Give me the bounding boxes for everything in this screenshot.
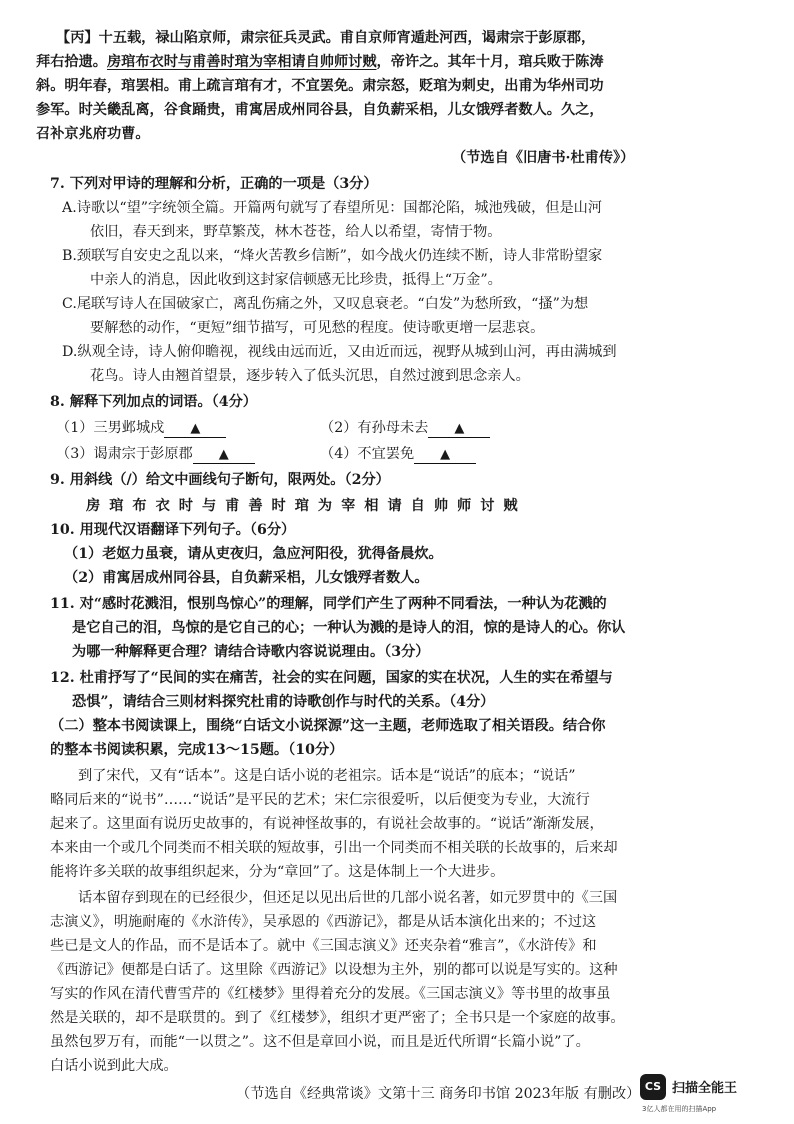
question-7-option-b: B.颈联写自安史之乱以来，“烽火苦教乡信断”，如今战火仍连续不断，诗人非常盼望家: [62, 248, 603, 264]
answer-blank-3[interactable]: ▲: [193, 447, 255, 464]
passage-bing-line-1: 【丙】十五载，禄山陷京师，肃宗征兵灵武。甫自京师宵遁赴河西，谒肃宗于彭原郡，: [56, 30, 596, 46]
question-7-option-c-cont: 要解愁的动作，“更短”细节描写，可见愁的程度。使诗歌更增一层悲哀。: [90, 320, 545, 336]
question-8-item-2-text: （2）有孙母未去: [320, 420, 429, 436]
essay-p2-line-4: 《西游记》便都是白话了。这里除《西游记》以设想为主外，别的都可以说是写实的。这种: [50, 962, 618, 978]
question-8-item-4: [320, 444, 476, 464]
section-2-intro-cont: 的整本书阅读积累，完成13～15题。（10分）: [50, 742, 344, 758]
question-7-option-a: A.诗歌以“望”字统领全篇。开篇两句就写了春望所见：国都沦陷，城池残破，但是山河: [62, 200, 603, 216]
question-8-item-4-text: （4）不宜罢免: [320, 446, 415, 462]
question-7-option-d-cont: 花鸟。诗人由翘首望景，逐步转入了低头沉思，自然过渡到思念亲人。: [90, 368, 530, 384]
essay-p2-line-7: 虽然包罗万有，而能“一以贯之”。这不但是章回小说，而且是近代所谓“长篇小说”了。: [50, 1034, 590, 1050]
question-11-line-1: 11. 对“感时花溅泪，恨别鸟惊心”的理解，同学们产生了两种不同看法，一种认为花溅的: [50, 596, 607, 612]
essay-p2-line-3: 些已是文人的作品，而不是话本了。就中《三国志演义》还夹杂着“雅言”，《水浒传》和: [50, 938, 597, 954]
question-8-item-1-text: （1）三男邺城戍: [56, 420, 165, 436]
question-9-sentence: 房琯布衣时与甫善时琯为宰相请自帅师讨贼: [86, 498, 527, 514]
camscanner-logo-icon: CS: [640, 1074, 666, 1100]
essay-p2-line-6: 然是关联的，却不是联贯的。到了《红楼梦》，组织才更严密了；全书只是一个家庭的故事。: [50, 1010, 625, 1026]
watermark-brand: 扫描全能王: [672, 1081, 738, 1096]
essay-p1-line-5: 能将许多关联的故事组织起来，分为“章回”了。这是体制上一个大进步。: [50, 864, 505, 880]
essay-source: （节选自《经典常谈》文第十三 商务印书馆 2023年版 有删改）: [236, 1086, 641, 1102]
question-7-stem: 7. 下列对甲诗的理解和分析，正确的一项是（3分）: [50, 176, 378, 192]
question-10-sentence-1: （1）老妪力虽衰，请从吏夜归，急应河阳役，犹得备晨炊。: [64, 546, 443, 562]
essay-p2-line-2: 志演义》，明施耐庵的《水浒传》，吴承恩的《西游记》，都是从话本演化出来的；不过这: [50, 914, 597, 930]
question-7-option-d: D.纵观全诗，诗人俯仰瞻视，视线由远而近，又由近而远，视野从城到山河，再由满城到: [62, 344, 617, 360]
answer-blank-4[interactable]: ▲: [414, 447, 476, 464]
question-10-sentence-2: （2）甫寓居成州同谷县，自负薪采梠，儿女饿殍者数人。: [64, 570, 429, 586]
question-8-item-3: [56, 444, 255, 464]
question-8-stem: 8. 解释下列加点的词语。（4分）: [50, 394, 257, 410]
underlined-sentence: 房琯布衣时与甫善时琯为宰相请自帅师讨贼: [106, 54, 377, 70]
essay-p1-line-4: 本来由一个或几个同类而不相关联的短故事，引出一个同类而不相关联的长故事的，后来却: [50, 840, 618, 856]
watermark-slogan: 3亿人都在用的扫描App: [642, 1105, 717, 1113]
passage-bing-line-4: 参军。时关畿乱离，谷食踊贵，甫寓居成州同谷县，自负薪采梠，儿女饿殍者数人。久之，: [36, 102, 604, 118]
scanner-watermark: [640, 1074, 780, 1118]
question-10-stem: 10. 用现代汉语翻译下列句子。（6分）: [50, 522, 296, 538]
passage-bing-line-3: 斜。明年春，琯罢相。甫上疏言琯有才，不宜罢免。肃宗怒，贬琯为刺史，出甫为华州司功: [36, 78, 604, 94]
question-9-stem: 9. 用斜线（/）给文中画线句子断句，限两处。（2分）: [50, 472, 390, 488]
passage-bing-line-2: [36, 52, 604, 72]
essay-p1-line-1: 到了宋代，又有“话本”。这是白话小说的老祖宗。话本是“说话”的底本；“说话”: [78, 768, 576, 784]
question-11-line-3: 为哪一种解释更合理？请结合诗歌内容说说理由。（3分）: [72, 644, 430, 660]
essay-p2-line-1: 话本留存到现在的已经很少，但还足以见出后世的几部小说名著，如元罗贯中的《三国: [78, 890, 618, 906]
question-12-line-1: 12. 杜甫抒写了“民间的实在痛苦，社会的实在问题，国家的实在状况，人生的实在希望与: [50, 670, 613, 686]
question-8-item-2: [320, 418, 490, 438]
passage-bing-source: （节选自《旧唐书·杜甫传》）: [452, 150, 635, 166]
passage-bing-line-2-start: 拜右拾遗。: [36, 54, 107, 70]
question-11-line-2: 是它自己的泪，鸟惊的是它自己的心；一种认为溅的是诗人的泪，惊的是诗人的心。你认: [72, 620, 626, 636]
essay-p2-line-8: 白话小说到此大成。: [50, 1058, 178, 1074]
answer-blank-2[interactable]: ▲: [428, 421, 490, 438]
passage-bing-line-2-end: ，帝许之。其年十月，琯兵败于陈涛: [376, 54, 604, 70]
question-12-line-2: 恐惧”，请结合三则材料探究杜甫的诗歌创作与时代的关系。（4分）: [72, 694, 495, 710]
essay-p1-line-3: 起来了。这里面有说历史故事的，有说神怪故事的，有说社会故事的。“说话”渐渐发展，: [50, 816, 604, 832]
essay-p2-line-5: 写实的作风在清代曹雪芹的《红楼梦》里得着充分的发展。《三国志演义》等书里的故事虽: [50, 986, 611, 1002]
answer-blank-1[interactable]: ▲: [164, 421, 226, 438]
essay-p1-line-2: 略同后来的“说书”……“说话”是平民的艺术；宋仁宗很爱听，以后便变为专业，大流行: [50, 792, 590, 808]
section-2-intro: （二）整本书阅读课上，围绕“白话文小说探源”这一主题，老师选取了相关语段。结合你: [50, 718, 606, 734]
question-7-option-a-cont: 依旧，春天到来，野草繁茂，林木苍苍，给人以希望，寄情于物。: [90, 224, 502, 240]
question-8-item-3-text: （3）谒肃宗于彭原郡: [56, 446, 193, 462]
question-8-item-1: [56, 418, 226, 438]
question-7-option-c: C.尾联写诗人在国破家亡，离乱伤痛之外，又叹息衰老。“白发”为愁所致，“搔”为想: [62, 296, 589, 312]
question-7-option-b-cont: 中亲人的消息，因此收到这封家信顿感无比珍贵，抵得上“万金”。: [90, 272, 502, 288]
passage-bing-line-5: 召补京兆府功曹。: [36, 126, 150, 142]
